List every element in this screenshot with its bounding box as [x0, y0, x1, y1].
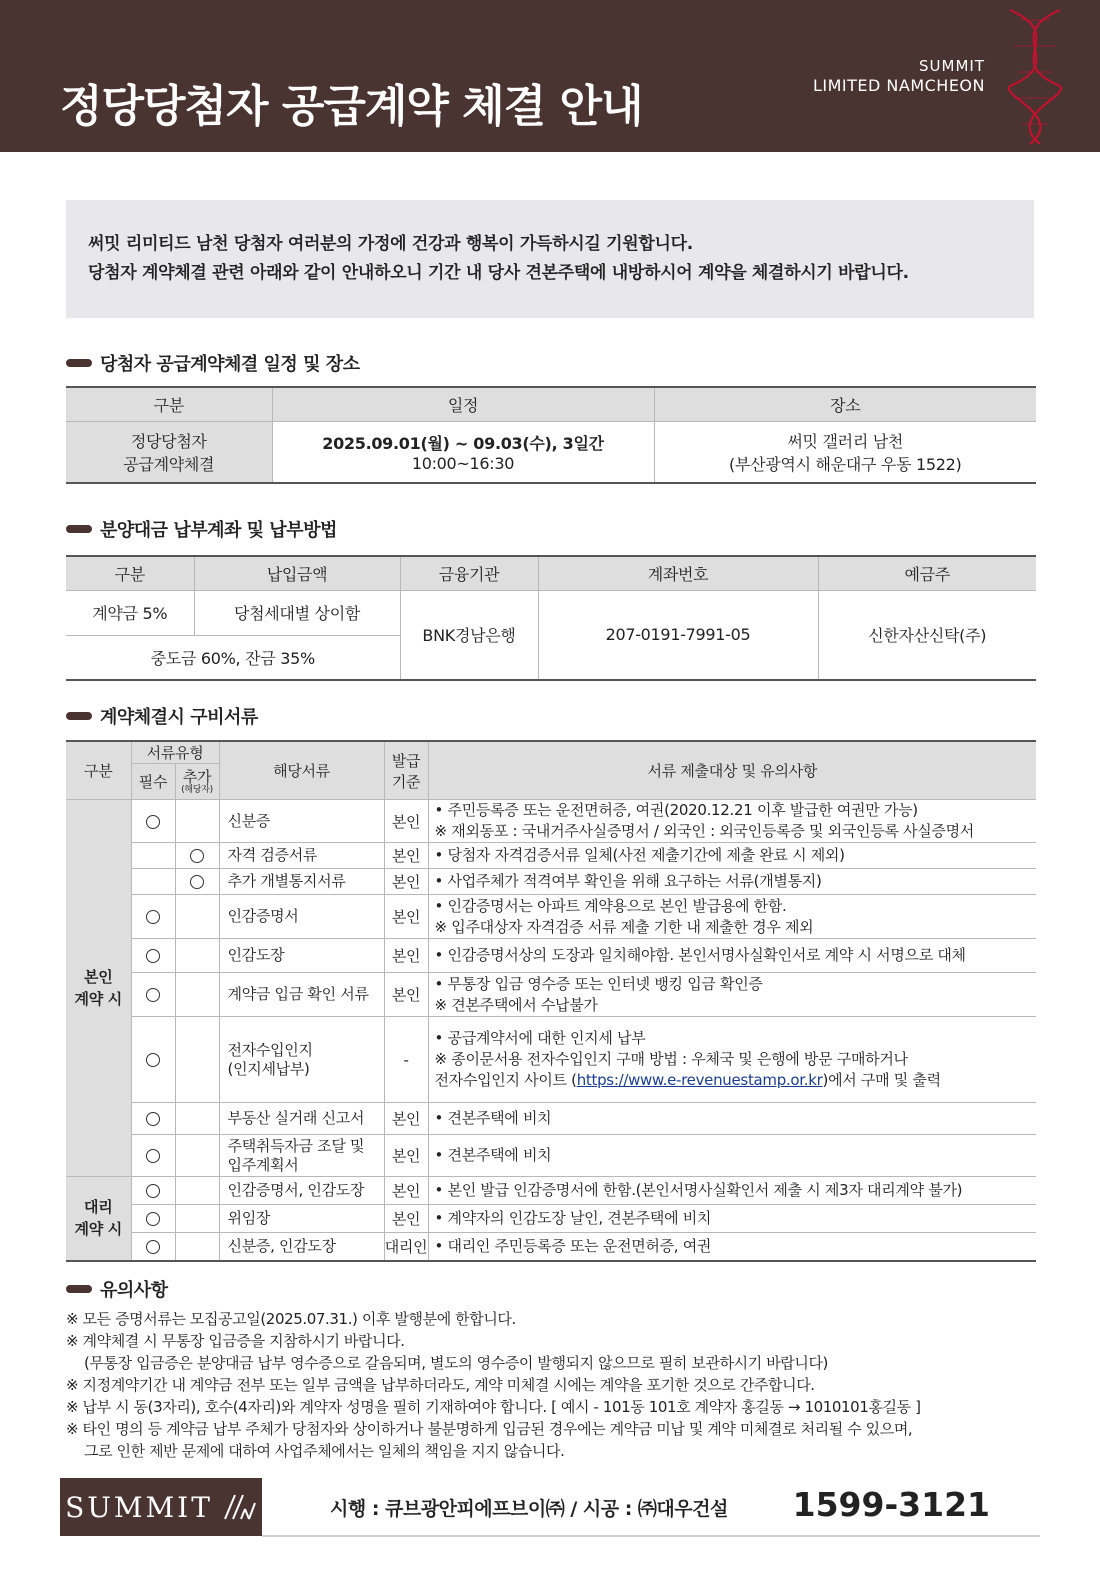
doc-header-issuer-2: 기준	[391, 772, 421, 791]
required-mark	[131, 939, 175, 973]
schedule-category	[66, 421, 272, 483]
doc-issuer: 본인	[384, 843, 428, 869]
circle-icon	[146, 1212, 160, 1226]
additional-mark	[175, 800, 219, 843]
doc-name: 인감증명서	[219, 895, 384, 939]
schedule-time: 10:00~16:30	[411, 453, 515, 473]
doc-note: • 본인 발급 인감증명서에 한함.(본인서명사실확인서 제출 시 제3자 대리계약 불가)	[428, 1177, 1036, 1205]
doc-note: • 사업주체가 적격여부 확인을 위해 요구하는 서류(개별통지)	[428, 869, 1036, 895]
payment-header-amount: 납입금액	[194, 556, 400, 590]
doc-note: • 견본주택에 비치	[428, 1103, 1036, 1135]
additional-mark	[175, 843, 219, 869]
documents-heading-text: 계약체결시 구비서류	[100, 707, 258, 728]
schedule-date: 2025.09.01(월) ~ 09.03(수), 3일간	[322, 433, 604, 453]
doc-header-type: 서류유형	[131, 741, 219, 764]
payment-table	[66, 555, 1036, 681]
doc-name: 신분증, 인감도장	[219, 1233, 384, 1261]
page-header	[0, 0, 1100, 152]
doc-issuer: 본인	[384, 939, 428, 973]
summit-mark-icon	[223, 1493, 257, 1521]
doc-note: • 견본주택에 비치	[428, 1135, 1036, 1177]
schedule-place: 써밋 갤러리 남천	[787, 431, 904, 451]
required-mark	[131, 973, 175, 1017]
doc-note	[428, 973, 1036, 1017]
doc-issuer: 대리인	[384, 1233, 428, 1261]
doc-header-doc: 해당서류	[219, 741, 384, 800]
payment-header-account: 계좌번호	[538, 556, 818, 590]
doc-issuer: 본인	[384, 1177, 428, 1205]
group-self-line-1: 본인	[84, 968, 113, 986]
schedule-heading	[66, 350, 360, 376]
brand-line-1: SUMMIT	[919, 57, 985, 75]
brand-name	[813, 56, 985, 96]
doc-note-line	[435, 1070, 1037, 1091]
documents-table	[66, 740, 1036, 1262]
circle-icon	[146, 815, 160, 829]
doc-issuer: 본인	[384, 1205, 428, 1233]
doc-note	[428, 800, 1036, 843]
payment-heading	[66, 516, 337, 542]
required-mark	[131, 1135, 175, 1177]
notice-item: (무통장 입금증은 분양대금 납부 영수증으로 갈음되며, 별도의 영수증이 발행되지 않으므로 필히 보관하시기 바랍니다)	[84, 1354, 829, 1372]
doc-note-line: ※ 재외동포 : 국내거주사실증명서 / 외국인 : 외국인등록증 및 외국인등록 사실증명서	[434, 822, 974, 840]
circle-icon	[146, 988, 160, 1002]
additional-mark	[175, 973, 219, 1017]
notice-item: ※ 납부 시 동(3자리), 호수(4자리)와 계약자 성명을 필히 기재하여야 합니다. [ 예시 - 101동 101호 계약자 홍길동 → 1010101홍길동 ]	[66, 1398, 921, 1416]
circle-icon	[146, 1184, 160, 1198]
deposit-amount: 당첨세대별 상이함	[194, 590, 400, 635]
doc-header-note: 서류 제출대상 및 유의사항	[428, 741, 1036, 800]
doc-note-line: ※ 입주대상자 자격검증 서류 제출 기한 내 제출한 경우 제외	[434, 917, 814, 936]
doc-issuer: 본인	[384, 895, 428, 939]
required-mark	[131, 843, 175, 869]
section-bar-icon	[66, 359, 92, 367]
doc-name-line: 입주계획서	[227, 1155, 299, 1174]
schedule-address: (부산광역시 해운대구 우동 1522)	[729, 454, 962, 474]
doc-header-required: 필수	[131, 764, 175, 800]
schedule-header-category: 구분	[66, 387, 272, 421]
doc-name: 위임장	[219, 1205, 384, 1233]
documents-heading	[66, 703, 258, 729]
circle-icon	[146, 949, 160, 963]
doc-note-line: • 무통장 입금 영수증 또는 인터넷 뱅킹 입금 확인증	[434, 974, 763, 993]
payment-header-category: 구분	[66, 556, 194, 590]
circle-icon	[146, 1149, 160, 1163]
schedule-heading-text: 당첨자 공급계약체결 일정 및 장소	[100, 354, 360, 375]
doc-note-line: ※ 견본주택에서 수납불가	[434, 995, 598, 1014]
payment-heading-text: 분양대금 납부계좌 및 납부방법	[100, 520, 337, 541]
footer-logo-text: SUMMIT	[65, 1490, 213, 1524]
deposit-label: 계약금 5%	[66, 590, 194, 635]
doc-issuer: 본인	[384, 869, 428, 895]
doc-note-line: • 주민등록증 또는 운전면허증, 여권(2020.12.21 이후 발급한 여권만 가능)	[434, 801, 918, 819]
doc-note	[428, 1017, 1036, 1103]
schedule-header-place: 장소	[654, 387, 1036, 421]
notices-heading-text: 유의사항	[100, 1280, 168, 1301]
doc-note-text: )에서 구매 및 출력	[822, 1071, 941, 1089]
additional-mark	[175, 869, 219, 895]
page-title: 정당당첨자 공급계약 체결 안내	[60, 81, 643, 132]
revenue-stamp-link[interactable]: https://www.e-revenuestamp.or.kr	[576, 1071, 823, 1089]
schedule-header-date: 일정	[272, 387, 654, 421]
bank-name: BNK경남은행	[400, 590, 538, 680]
doc-name: 신분증	[219, 800, 384, 843]
footer-logo	[60, 1478, 262, 1536]
section-bar-icon	[66, 525, 92, 533]
doc-note	[428, 895, 1036, 939]
group-proxy	[66, 1177, 131, 1261]
notices-list	[66, 1308, 1036, 1462]
group-proxy-line-2: 계약 시	[74, 1220, 122, 1239]
required-mark	[131, 1103, 175, 1135]
required-mark	[131, 1177, 175, 1205]
doc-name-line: 전자수입인지	[227, 1040, 313, 1059]
schedule-date-cell	[272, 421, 654, 483]
doc-name	[219, 1017, 384, 1103]
account-holder: 신한자산신탁(주)	[818, 590, 1036, 680]
footer-companies: 시행 : 큐브광안피에프브이㈜ / 시공 : ㈜대우건설	[330, 1498, 728, 1520]
required-mark	[131, 895, 175, 939]
section-bar-icon	[66, 712, 92, 720]
doc-note-line: • 공급계약서에 대한 인지세 납부	[434, 1029, 646, 1047]
helix-logo-icon	[1000, 6, 1070, 148]
additional-mark	[175, 1233, 219, 1261]
additional-mark	[175, 1017, 219, 1103]
payment-header-holder: 예금주	[818, 556, 1036, 590]
greeting-line-2: 당첨자 계약체결 관련 아래와 같이 안내하오니 기간 내 당사 견본주택에 내방하시어 계약을 체결하시기 바랍니다.	[88, 263, 909, 283]
notice-item: ※ 모든 증명서류는 모집공고일(2025.07.31.) 이후 발행분에 한합니다.	[66, 1310, 516, 1328]
required-mark	[131, 869, 175, 895]
group-self	[66, 800, 131, 1177]
doc-name: 자격 검증서류	[219, 843, 384, 869]
notice-item: ※ 타인 명의 등 계약금 납부 주체가 당첨자와 상이하거나 불분명하게 입금된 경우에는 계약금 미납 및 계약 미체결로 처리될 수 있으며,	[66, 1420, 913, 1438]
doc-note: • 계약자의 인감도장 날인, 견본주택에 비치	[428, 1205, 1036, 1233]
doc-name-line: (인지세납부)	[227, 1059, 310, 1078]
schedule-table	[66, 386, 1036, 484]
circle-icon	[146, 1053, 160, 1067]
doc-note: • 인감증명서상의 도장과 일치해야함. 본인서명사실확인서로 계약 시 서명으로 대체	[428, 939, 1036, 973]
doc-name: 부동산 실거래 신고서	[219, 1103, 384, 1135]
circle-icon	[146, 910, 160, 924]
doc-issuer: -	[384, 1017, 428, 1103]
schedule-category-line-1: 정당당첨자	[130, 431, 207, 451]
schedule-place-cell	[654, 421, 1036, 483]
doc-issuer: 본인	[384, 1135, 428, 1177]
section-bar-icon	[66, 1285, 92, 1293]
footer-divider	[262, 1535, 1040, 1537]
doc-note-line: • 인감증명서는 아파트 계약용으로 본인 발급용에 한함.	[434, 896, 787, 915]
doc-name: 인감증명서, 인감도장	[219, 1177, 384, 1205]
group-proxy-line-1: 대리	[84, 1198, 113, 1217]
doc-name: 계약금 입금 확인 서류	[219, 973, 384, 1017]
greeting-line-1: 써밋 리미티드 남천 당첨자 여러분의 가정에 건강과 행복이 가득하시길 기원합니다.	[88, 234, 693, 254]
doc-name	[219, 1135, 384, 1177]
additional-mark	[175, 1103, 219, 1135]
doc-issuer: 본인	[384, 973, 428, 1017]
account-number: 207-0191-7991-05	[538, 590, 818, 680]
doc-header-additional-sub: (해당자)	[181, 784, 213, 795]
footer-phone: 1599-3121	[792, 1485, 990, 1524]
doc-header-additional-label: 추가	[182, 767, 212, 786]
doc-note-line: ※ 종이문서용 전자수입인지 구매 방법 : 우체국 및 은행에 방문 구매하거나	[434, 1050, 908, 1068]
doc-note: • 당첨자 자격검증서류 일체(사전 제출기간에 제출 완료 시 제외)	[428, 843, 1036, 869]
doc-header-category: 구분	[66, 741, 131, 800]
balance-label: 중도금 60%, 잔금 35%	[66, 635, 400, 680]
doc-header-additional	[175, 764, 219, 800]
doc-name: 추가 개별통지서류	[219, 869, 384, 895]
circle-icon	[146, 1240, 160, 1254]
additional-mark	[175, 895, 219, 939]
circle-icon	[190, 875, 204, 889]
circle-icon	[146, 1112, 160, 1126]
greeting-box	[66, 200, 1034, 318]
required-mark	[131, 1205, 175, 1233]
doc-header-issuer-1: 발급	[391, 751, 421, 770]
brand-line-2: LIMITED NAMCHEON	[812, 76, 985, 95]
notice-item: 그로 인한 제반 문제에 대하여 사업주체에서는 일체의 책임을 지지 않습니다.	[84, 1442, 565, 1460]
additional-mark	[175, 1205, 219, 1233]
doc-note-text: 전자수입인지 사이트 (	[434, 1071, 577, 1089]
doc-issuer: 본인	[384, 1103, 428, 1135]
additional-mark	[175, 1177, 219, 1205]
doc-name-line: 주택취득자금 조달 및	[227, 1136, 365, 1155]
doc-name: 인감도장	[219, 939, 384, 973]
notices-heading	[66, 1276, 168, 1302]
payment-header-bank: 금융기관	[400, 556, 538, 590]
circle-icon	[190, 849, 204, 863]
notice-item: ※ 지정계약기간 내 계약금 전부 또는 일부 금액을 납부하더라도, 계약 미체결 시에는 계약을 포기한 것으로 간주합니다.	[66, 1376, 815, 1394]
doc-note: • 대리인 주민등록증 또는 운전면허증, 여권	[428, 1233, 1036, 1261]
additional-mark	[175, 1135, 219, 1177]
additional-mark	[175, 939, 219, 973]
schedule-category-line-2: 공급계약체결	[123, 454, 215, 474]
notice-item: ※ 계약체결 시 무통장 입금증을 지참하시기 바랍니다.	[66, 1332, 405, 1350]
doc-issuer: 본인	[384, 800, 428, 843]
required-mark	[131, 1017, 175, 1103]
group-self-line-2: 계약 시	[74, 990, 122, 1008]
required-mark	[131, 1233, 175, 1261]
doc-header-issuer	[384, 741, 428, 800]
required-mark	[131, 800, 175, 843]
